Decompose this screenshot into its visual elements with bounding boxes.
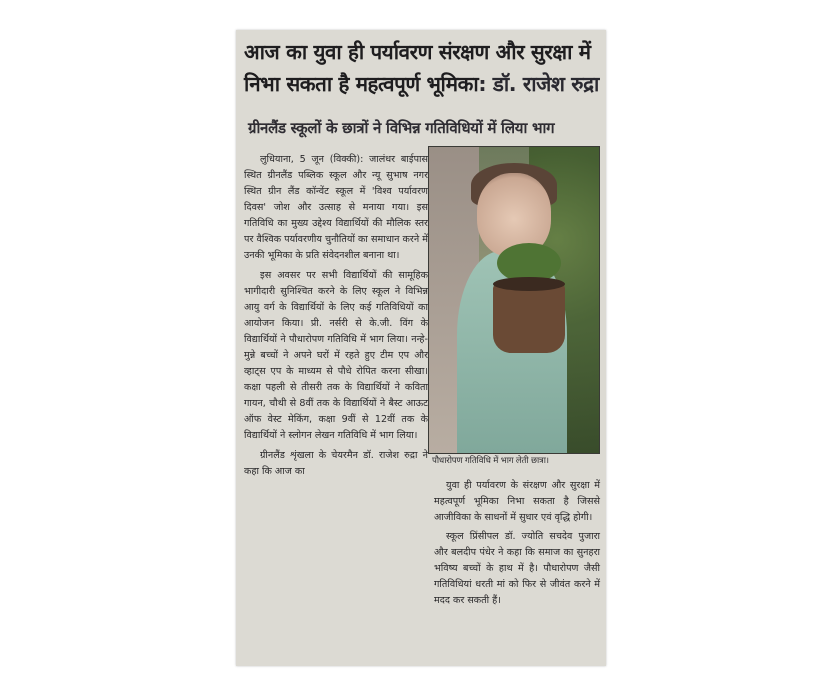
paragraph: लुधियाना, 5 जून (विक्की): जालंधर बाईपास स्थित ग्रीनलैंड पब्लिक स्कूल और न्यू सुभाष नगर स्थित ग्रीन लैंड कॉन्वेंट स्कूल में 'विश्व पर्यावरण दिवस' जोश और उत्साह से मनाया गया। इस गतिविधि का मुख्य उद्देश्य विद्यार्थियों की मौलिक स्तर पर वैश्विक पर्यावरणीय चुनौतियों का समाधान करने में उनकी भूमिका के प्रति संवेदनशील बनाना था। xyxy=(244,154,428,261)
paragraph: स्कूल प्रिंसीपल डॉ. ज्योति सचदेव पुजारा और बलदीप पंधेर ने कहा कि समाज का सुनहरा भविष्य बच्चों के हाथ में है। पौधारोपण जैसी गतिविधियां धरती मां को फिर से जीवंत करने में मदद कर सकती हैं। xyxy=(434,531,600,606)
subheadline: ग्रीनलैंड स्कूलों के छात्रों ने विभिन्न गतिविधियों में लिया भाग xyxy=(248,119,555,137)
left-column xyxy=(244,152,428,484)
headline-author: : डॉ. राजेश रुद्रा xyxy=(478,72,599,96)
newspaper-clipping xyxy=(236,30,606,666)
photo-pot xyxy=(493,283,565,353)
paragraph: इस अवसर पर सभी विद्यार्थियों की सामूहिक भागीदारी सुनिश्चित करने के लिए स्कूल ने विभिन्न आयु वर्ग के विद्यार्थियों के लिए कई गतिविधियों का आयोजन किया। प्री. नर्सरी से के.जी. विंग के विद्यार्थियों ने पौधारोपण गतिविधि में भाग लिया। नन्हे-मुन्ने बच्चों ने अपने घरों में रहते हुए टीम एप और व्हाट्स एप के माध्यम से पौधे रोपित करना सीखा। कक्षा पहली से तीसरी तक के विद्यार्थियों ने कविता गायन, चौथी से 8वीं तक के विद्यार्थियों ने बैस्ट आऊट ऑफ वेस्ट मेकिंग, कक्षा 9वीं से 12वीं तक के विद्यार्थियों ने स्लोगन लेखन गतिविधि में भाग लिया। xyxy=(244,270,428,441)
photo-soil xyxy=(493,277,565,291)
headline-line-2 xyxy=(244,72,600,96)
paragraph: युवा ही पर्यावरण के संरक्षण और सुरक्षा में महत्वपूर्ण भूमिका निभा सकता है जिससे आजीविका के साधनों में सुधार एवं वृद्धि होगी। xyxy=(434,480,600,523)
headline-line-1: आज का युवा ही पर्यावरण संरक्षण और सुरक्षा में xyxy=(244,40,591,64)
right-column xyxy=(434,478,600,612)
headline-line-2-main: निभा सकता है महत्वपूर्ण भूमिका xyxy=(244,72,479,96)
photo-caption: पौधारोपण गतिविधि में भाग लेती छात्रा। xyxy=(432,456,549,466)
article-photo xyxy=(428,146,600,454)
paragraph: ग्रीनलैंड शृंखला के चेयरमैन डॉ. राजेश रुद्रा ने कहा कि आज का xyxy=(244,450,428,477)
